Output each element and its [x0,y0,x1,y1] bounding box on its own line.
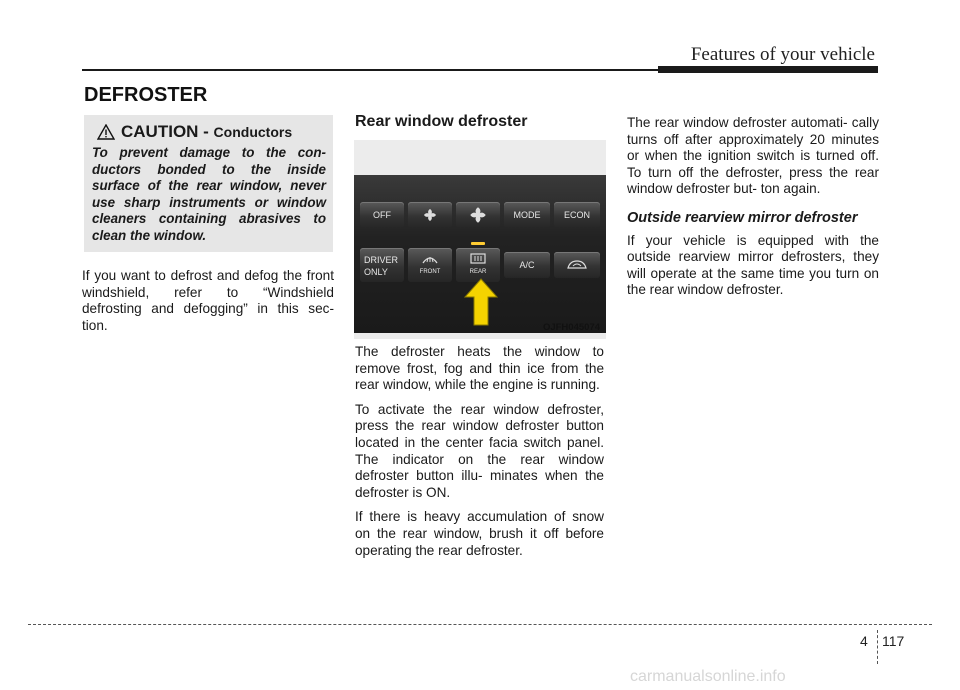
mode-button: MODE [504,202,550,228]
fan-up-button [456,202,500,228]
caution-subtitle: Conductors [213,124,293,140]
recirculation-icon [566,259,588,271]
mirror-defroster-paragraph: If your vehicle is equipped with the outside rearview mirror defrosters, they will operate at the same time you turn on the rear window defroster. [627,232,879,298]
defroster-intro-paragraph: The defroster heats the window to remove frost, fog and thin ice from the rear window, while the engine is running. [355,344,604,393]
recirculation-button [554,252,600,278]
fan-large-icon [469,206,487,224]
chapter-number: 4 [860,633,868,649]
caution-box [84,115,333,252]
caution-title: CAUTION - Conductors [121,122,293,141]
fan-down-button [408,202,452,228]
fan-small-icon [423,208,437,222]
mirror-defroster-title: Outside rearview mirror defroster [627,209,858,226]
column-3-text [627,115,879,307]
warning-triangle-icon [97,124,115,140]
defroster-snow-paragraph: If there is heavy accumulation of snow on the rear window, brush it off before operating the rear defroster. [355,509,604,558]
rear-defroster-title: Rear window defroster [355,113,528,130]
ac-button: A/C [504,252,550,278]
defroster-indicator [471,242,485,245]
rear-defroster-button: REAR [456,248,500,282]
column-1-text [82,268,334,342]
footer-rule [28,624,932,625]
watermark: carmanualsonline.info [630,668,786,685]
front-defrost-icon [421,253,439,265]
driver-only-button: DRIVER ONLY [360,248,404,282]
section-title: DEFROSTER [84,84,208,106]
off-button: OFF [360,202,404,228]
caution-text: To prevent damage to the con- ductors bonded to the inside surface of the rear window, never use sharp instruments or window cleaners containing abrasives to clean the window. [92,145,326,243]
footer-divider [877,630,878,664]
header-rule-accent [658,66,878,73]
pointer-arrow-icon [464,278,498,326]
front-defroster-button: FRONT [408,248,452,282]
figure-code: OJFH045074 [542,322,600,333]
column-2-text [355,344,604,567]
econ-button: ECON [554,202,600,228]
auto-off-paragraph: The rear window defroster automati- cally turns off after approximately 20 minutes or when the ignition switch is turned off. To turn off the defroster, press the rear window defroster but- ton again. [627,115,879,197]
climate-panel-figure [354,140,606,339]
defroster-activate-paragraph: To activate the rear window defroster, press the rear window defroster button located in the center facia switch panel. The indicator on the rear window defroster button illu- minates when the defroster is ON. [355,401,604,500]
windshield-reference-paragraph: If you want to defrost and defog the front windshield, refer to “Windshield defrosting and defogging” in this sec- tion. [82,268,334,333]
rear-defrost-icon [469,253,487,265]
caution-header [97,122,292,142]
running-header: Features of your vehicle [690,44,875,65]
page-number: 117 [882,633,905,649]
